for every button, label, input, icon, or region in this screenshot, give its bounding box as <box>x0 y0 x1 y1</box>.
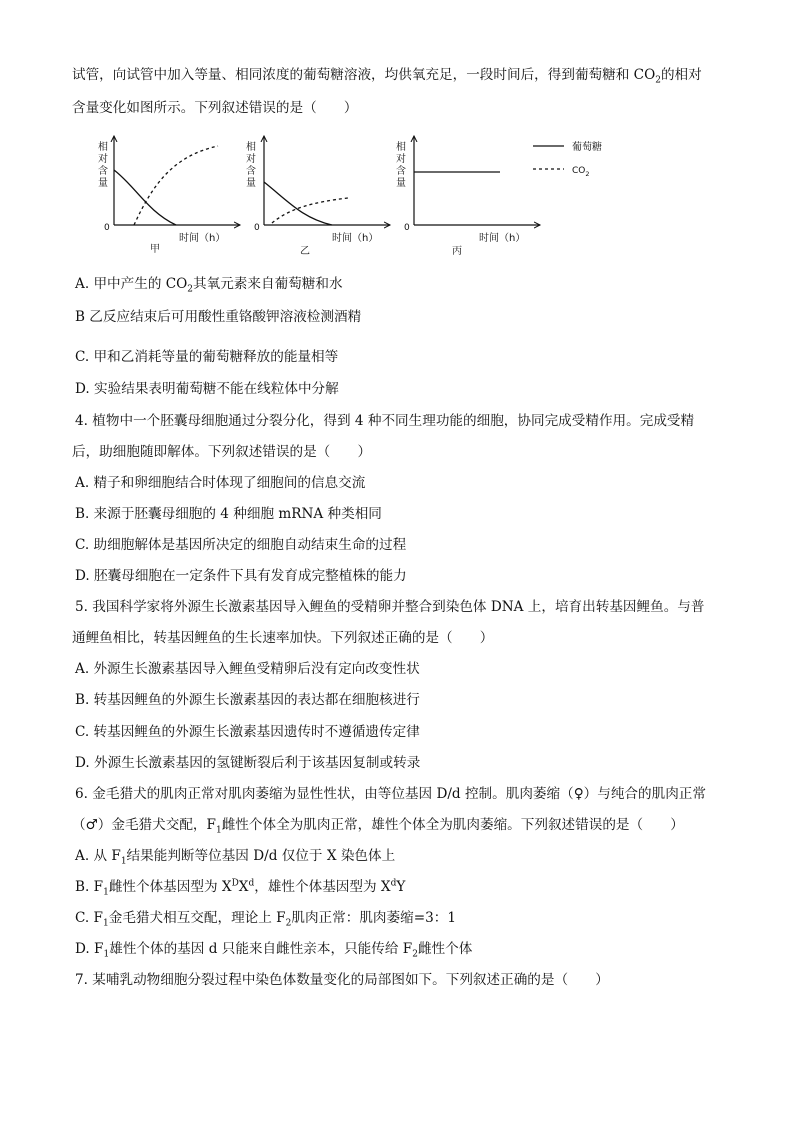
q6-stem-line2: （♂）金毛猎犬交配，$F_1$雌性个体全为肌肉正常，雄性个体全为肌肉萎缩。下列叙述错误的是（ ） <box>72 817 684 836</box>
q6-stem-line1: 6. 金毛猎犬的肌肉正常对肌肉萎缩为显性性状，由等位基因 D/d 控制。肌肉萎缩（♀）与纯合的肌肉正常 <box>75 786 706 802</box>
svg-text:量: 量 <box>396 178 406 189</box>
q4-option-d: D. 胚囊母细胞在一定条件下具有发育成完整植株的能力 <box>75 568 407 584</box>
co2-curve-jia <box>134 146 218 225</box>
q5-option-c: C. 转基因鲤鱼的外源生长激素基因遗传时不遵循遗传定律 <box>75 724 420 740</box>
panel-bing <box>396 136 540 257</box>
q6-option-a: A. 从 $F_1$结果能判断等位基因 D/d 仅位于 X 染色体上 <box>75 848 396 867</box>
svg-text:量: 量 <box>246 178 256 189</box>
svg-text:含: 含 <box>246 166 256 177</box>
svg-text:对: 对 <box>246 154 256 165</box>
q5-option-d: D. 外源生长激素基因的氢键断裂后利于该基因复制或转录 <box>75 755 421 771</box>
panel-label-yi: 乙 <box>300 246 310 257</box>
q4-option-c: C. 助细胞解体是基因所决定的细胞自动结束生命的过程 <box>75 537 407 553</box>
q3-figure <box>90 126 650 266</box>
q6-option-d: D. $F_1$雄性个体的基因 d 只能来自雌性亲本，只能传给 $F_2$雌性个体 <box>75 941 473 960</box>
q6-option-b: B. $F_1$雌性个体基因型为 $X^DX^d$，雄性个体基因型为 $X^dY$ <box>75 878 406 898</box>
legend-glucose: 葡萄糖 <box>572 142 602 153</box>
q3-option-a: A. 甲中产生的 $CO_2$其氧元素来自葡萄糖和水 <box>75 276 343 295</box>
svg-text:含: 含 <box>396 166 406 177</box>
q3-option-b: B 乙反应结束后可用酸性重铬酸钾溶液检测酒精 <box>75 309 362 325</box>
svg-text:相: 相 <box>396 142 406 153</box>
svg-text:时间（h）: 时间（h） <box>479 233 526 244</box>
q4-stem-line1: 4. 植物中一个胚囊母细胞通过分裂分化，得到 4 种不同生理功能的细胞，协同完成受精作用。完成受精 <box>75 413 695 429</box>
svg-text:时间（h）: 时间（h） <box>332 233 379 244</box>
q4-stem-line2: 后，助细胞随即解体。下列叙述错误的是（ ） <box>72 444 372 460</box>
q3-option-d: D. 实验结果表明葡萄糖不能在线粒体中分解 <box>75 381 339 397</box>
q5-stem-line1: 5. 我国科学家将外源生长激素基因导入鲤鱼的受精卵并整合到染色体 DNA 上，培育出转基因鲤鱼。与普 <box>75 599 705 615</box>
q7-stem: 7. 某哺乳动物细胞分裂过程中染色体数量变化的局部图如下。下列叙述正确的是（ ） <box>75 972 609 988</box>
q5-stem-line2: 通鲤鱼相比，转基因鲤鱼的生长速率加快。下列叙述正确的是（ ） <box>72 630 494 646</box>
q3-option-c: C. 甲和乙消耗等量的葡萄糖释放的能量相等 <box>75 349 339 365</box>
xlabel-jia: 时间（h） <box>179 233 226 244</box>
figure-legend <box>533 140 602 178</box>
q4-option-a: A. 精子和卵细胞结合时体现了细胞间的信息交流 <box>75 475 366 491</box>
panel-label-bing: 丙 <box>452 246 462 257</box>
svg-text:0: 0 <box>404 223 410 233</box>
glucose-curve-yi <box>264 182 332 225</box>
legend-co2: $CO_2$ <box>572 166 590 178</box>
ylabel-3: 含 <box>98 166 108 177</box>
q6-option-c: C. $F_1$金毛猎犬相互交配，理论上 $F_2$肌肉正常：肌肉萎缩=3：1 <box>75 910 456 929</box>
origin-label: 0 <box>104 223 110 233</box>
ylabel-4: 量 <box>98 178 108 189</box>
panel-label-jia: 甲 <box>150 244 160 255</box>
co2-curve-yi <box>272 198 348 223</box>
ylabel-1: 相 <box>98 142 108 153</box>
panel-yi <box>246 136 390 257</box>
q3-stem-line1: 试管，向试管中加入等量、相同浓度的葡萄糖溶液，均供氧充足，一段时间后，得到葡萄糖和 $CO_2$的相对 <box>72 67 702 86</box>
q4-option-b: B. 来源于胚囊母细胞的 4 种细胞 mRNA 种类相同 <box>75 506 382 522</box>
svg-text:相: 相 <box>246 142 256 153</box>
q5-option-b: B. 转基因鲤鱼的外源生长激素基因的表达都在细胞核进行 <box>75 692 420 708</box>
panel-jia <box>98 136 240 255</box>
q3-stem-line2: 含量变化如图所示。下列叙述错误的是（ ） <box>72 100 358 116</box>
ylabel-2: 对 <box>98 154 108 165</box>
svg-text:0: 0 <box>254 223 260 233</box>
q5-option-a: A. 外源生长激素基因导入鲤鱼受精卵后没有定向改变性状 <box>75 661 420 677</box>
svg-text:对: 对 <box>396 154 406 165</box>
glucose-curve-jia <box>114 170 176 225</box>
